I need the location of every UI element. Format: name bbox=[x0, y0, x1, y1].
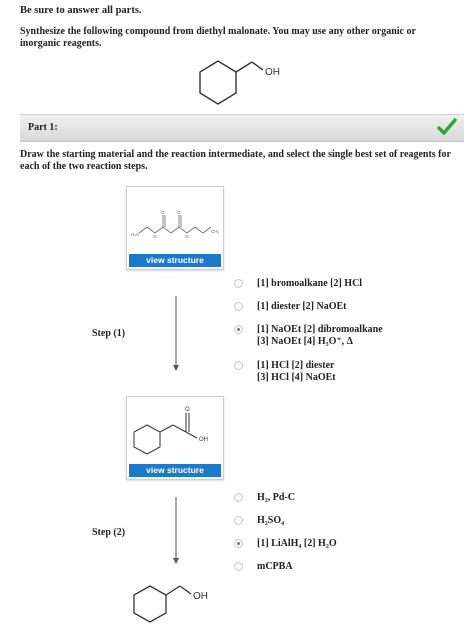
target-oh-label: OH bbox=[265, 67, 280, 78]
option-label: [1] diester [2] NaOEt bbox=[257, 301, 347, 312]
radio-button[interactable] bbox=[234, 493, 243, 502]
diethyl-malonate-structure bbox=[127, 189, 223, 253]
target-molecule-structure bbox=[190, 55, 310, 110]
step2-label: Step (2) bbox=[92, 527, 126, 538]
radio-button[interactable] bbox=[234, 562, 243, 571]
o-label-3: O bbox=[153, 234, 157, 239]
checkmark-icon bbox=[436, 116, 458, 141]
step1-option-3[interactable] bbox=[234, 324, 454, 350]
step1-arrow-icon bbox=[170, 296, 182, 374]
option-label: [1] NaOEt [2] dibromoalkane [3] NaOEt [4] H₃O⁺, Δ bbox=[257, 324, 383, 347]
radio-button[interactable] bbox=[234, 516, 243, 525]
view-structure-button[interactable]: view structure bbox=[129, 464, 221, 477]
o-label-2: O bbox=[177, 210, 181, 215]
option-label: H₂SO₄ bbox=[257, 515, 285, 526]
product-molecule-structure bbox=[128, 580, 228, 630]
step1-option-4[interactable] bbox=[234, 360, 454, 386]
ch3-label: CH₃ bbox=[211, 229, 220, 234]
step1-option-2[interactable] bbox=[234, 301, 454, 313]
o-label-1: O bbox=[161, 210, 165, 215]
starting-material-card[interactable] bbox=[126, 186, 224, 270]
step2-option-3[interactable] bbox=[234, 538, 454, 550]
option-label: [1] bromoalkane [2] HCl bbox=[257, 278, 363, 289]
o-label-4: O bbox=[185, 234, 189, 239]
radio-button-selected[interactable] bbox=[234, 325, 243, 334]
intro-text: Be sure to answer all parts. bbox=[20, 5, 142, 16]
o-label: O bbox=[185, 407, 190, 413]
step2-option-2[interactable] bbox=[234, 515, 454, 527]
h3c-label: H₃C bbox=[131, 232, 140, 237]
part-label: Part 1: bbox=[28, 122, 58, 133]
option-label: [1] LiAlH₄ [2] H₂O bbox=[257, 538, 337, 549]
option-label: mCPBA bbox=[257, 561, 293, 572]
step1-option-1[interactable] bbox=[234, 278, 454, 290]
part-instructions: Draw the starting material and the reaction intermediate, and select the single best set of reagents for each of the two reaction steps. bbox=[20, 149, 451, 172]
option-label: H₂, Pd-C bbox=[257, 492, 295, 503]
step2-option-4[interactable] bbox=[234, 561, 454, 573]
option-label: [1] HCl [2] diester [3] HCl [4] NaOEt bbox=[257, 360, 336, 383]
oh-label: OH bbox=[199, 437, 208, 443]
radio-button[interactable] bbox=[234, 361, 243, 370]
product-oh-label: OH bbox=[193, 591, 208, 602]
radio-button-selected[interactable] bbox=[234, 539, 243, 548]
radio-button[interactable] bbox=[234, 279, 243, 288]
part-header-bar bbox=[20, 114, 464, 142]
intermediate-card[interactable] bbox=[126, 396, 224, 480]
radio-button[interactable] bbox=[234, 302, 243, 311]
question-prompt: Synthesize the following compound from diethyl malonate. You may use any other organic or inorganic reagents. bbox=[20, 26, 416, 49]
step1-label: Step (1) bbox=[92, 328, 126, 339]
cyclohexylacetic-acid-structure bbox=[127, 399, 223, 463]
view-structure-button[interactable]: view structure bbox=[129, 254, 221, 267]
step2-option-1[interactable] bbox=[234, 492, 454, 504]
step2-arrow-icon bbox=[170, 497, 182, 567]
